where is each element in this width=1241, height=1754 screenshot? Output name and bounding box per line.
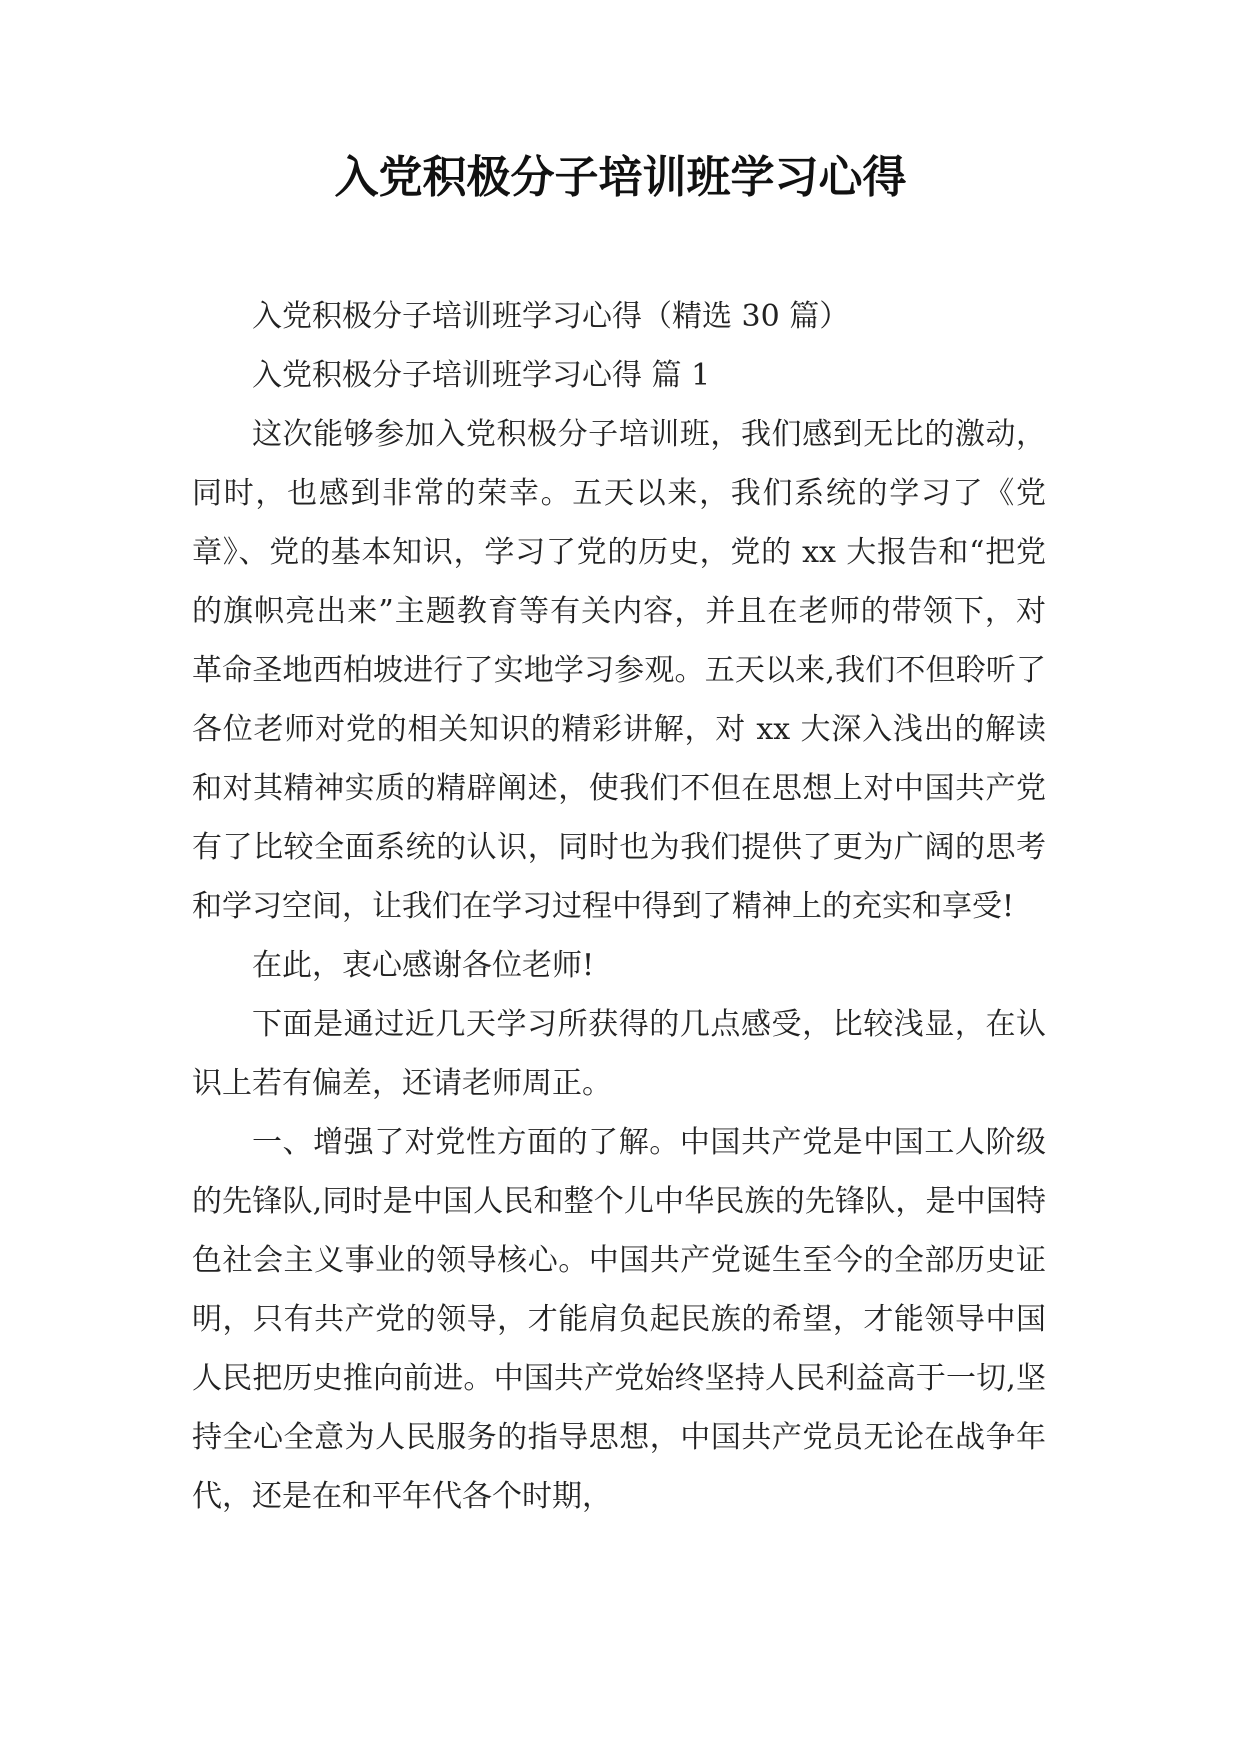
subtitle-paragraph: 入党积极分子培训班学习心得（精选 30 篇） [252, 299, 850, 334]
body-paragraph: 在此，衷心感谢各位老师! [252, 948, 595, 983]
document-body [192, 287, 1046, 1526]
body-paragraph: 一、增强了对党性方面的了解。中国共产党是中国工人阶级的先锋队,同时是中国人民和整个儿中华民族的先锋队，是中国特色社会主义事业的领导核心。中国共产党诞生至今的全部历史证明，只有共产党的领导，才能肩负起民族的希望，才能领导中国人民把历史推向前进。中国共产党始终坚持人民利益高于一切,坚持全心全意为人民服务的指导思想，中国共产党员无论在战争年代，还是在和平年代各个时期， [192, 1125, 1046, 1514]
section-heading-paragraph: 入党积极分子培训班学习心得 篇 1 [252, 358, 711, 393]
document-title: 入党积极分子培训班学习心得 [334, 152, 907, 203]
body-paragraph: 下面是通过近几天学习所获得的几点感受，比较浅显，在认识上若有偏差，还请老师周正。 [192, 1007, 1046, 1101]
body-paragraph: 这次能够参加入党积极分子培训班，我们感到无比的激动，同时，也感到非常的荣幸。五天以来，我们系统的学习了《党章》、党的基本知识，学习了党的历史，党的 xx 大报告和“把党的旗帜亮出来”主题教育等有关内容，并且在老师的带领下，对革命圣地西柏坡进行了实地学习参观。五天以来,我们不但聆听了各位老师对党的相关知识的精彩讲解，对 xx 大深入浅出的解读和对其精神实质的精辟阐述，使我们不但在思想上对中国共产党有了比较全面系统的认识，同时也为我们提供了更为广阔的思考和学习空间，让我们在学习过程中得到了精神上的充实和享受! [192, 417, 1046, 924]
